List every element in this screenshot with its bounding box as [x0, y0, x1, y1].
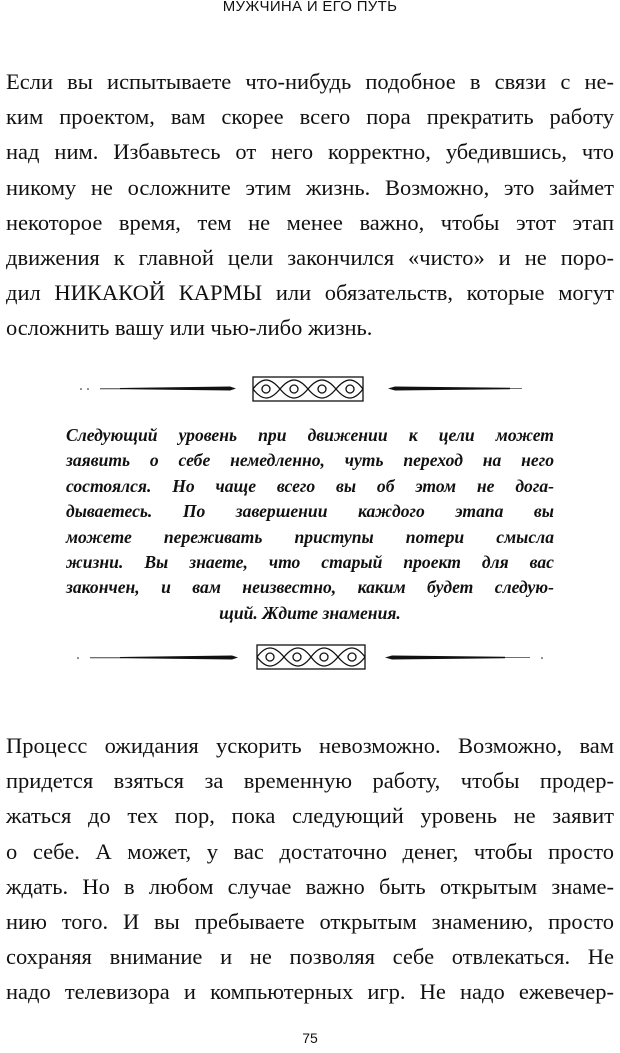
- body-paragraph-2: [6, 728, 614, 1010]
- text-line: ждать. Но в любом случае важно быть открытым знаме-: [6, 873, 614, 899]
- text-line: ким проектом, вам скорее всего пора прекратить работу: [6, 104, 614, 130]
- text-line: дил НИКАКОЙ КАРМЫ или обязательств, которые могут: [6, 280, 614, 306]
- text-line: никому не осложните этим жизнь. Возможно, это займет: [6, 174, 614, 200]
- text-line: Процесс ожидания ускорить невозможно. Возможно, вам: [6, 733, 614, 758]
- highlighted-callout-text: [66, 423, 554, 626]
- callout-line: состоялся. Но чаще всего вы об этом не дога-: [66, 475, 554, 496]
- text-line: некоторое время, тем не менее важно, чтобы этот этап: [6, 209, 614, 235]
- text-line: о себе. А может, у вас достаточно денег, чтобы просто: [6, 838, 614, 864]
- text-line: над ним. Избавьтесь от него корректно, убедившись, что: [6, 139, 614, 165]
- body-paragraph-1: [6, 64, 614, 346]
- text-line: движения к главной цели закончился «чисто» и не поро-: [6, 244, 614, 270]
- callout-line: можете переживать приступы потери смысла: [66, 526, 554, 547]
- callout-line: Следующий уровень при движении к цели может: [66, 425, 554, 445]
- top-ornament-divider: [0, 366, 620, 406]
- text-line: сохраняя внимание и не позволяя себе отвлекаться. Не: [6, 944, 614, 970]
- text-line: Если вы испытываете что-нибудь подобное в связи с не-: [6, 69, 614, 94]
- text-line: придется взяться за временную работу, чтобы продер-: [6, 768, 614, 794]
- text-line: осложнить вашу или чью-либо жизнь.: [6, 315, 373, 341]
- running-header: МУЖЧИНА И ЕГО ПУТЬ: [222, 0, 398, 15]
- page-number: 75: [302, 1030, 318, 1046]
- callout-line: дываетесь. По завершении каждого этапа вы: [66, 501, 554, 522]
- callout-line: щий. Ждите знамения.: [219, 602, 401, 623]
- bottom-ornament-divider: [0, 637, 620, 677]
- text-line: жаться до тех пор, пока следующий уровень не заявит: [6, 803, 614, 829]
- callout-line: заявить о себе немедленно, чуть переход на него: [66, 450, 554, 471]
- text-line: надо телевизора и компьютерных игр. Не надо ежевечер-: [6, 979, 614, 1005]
- text-line: нию того. И вы пребываете открытым знамению, просто: [6, 908, 614, 934]
- callout-line: жизни. Вы знаете, что старый проект для вас: [66, 551, 554, 572]
- callout-line: закончен, и вам неизвестно, каким будет следую-: [66, 577, 554, 598]
